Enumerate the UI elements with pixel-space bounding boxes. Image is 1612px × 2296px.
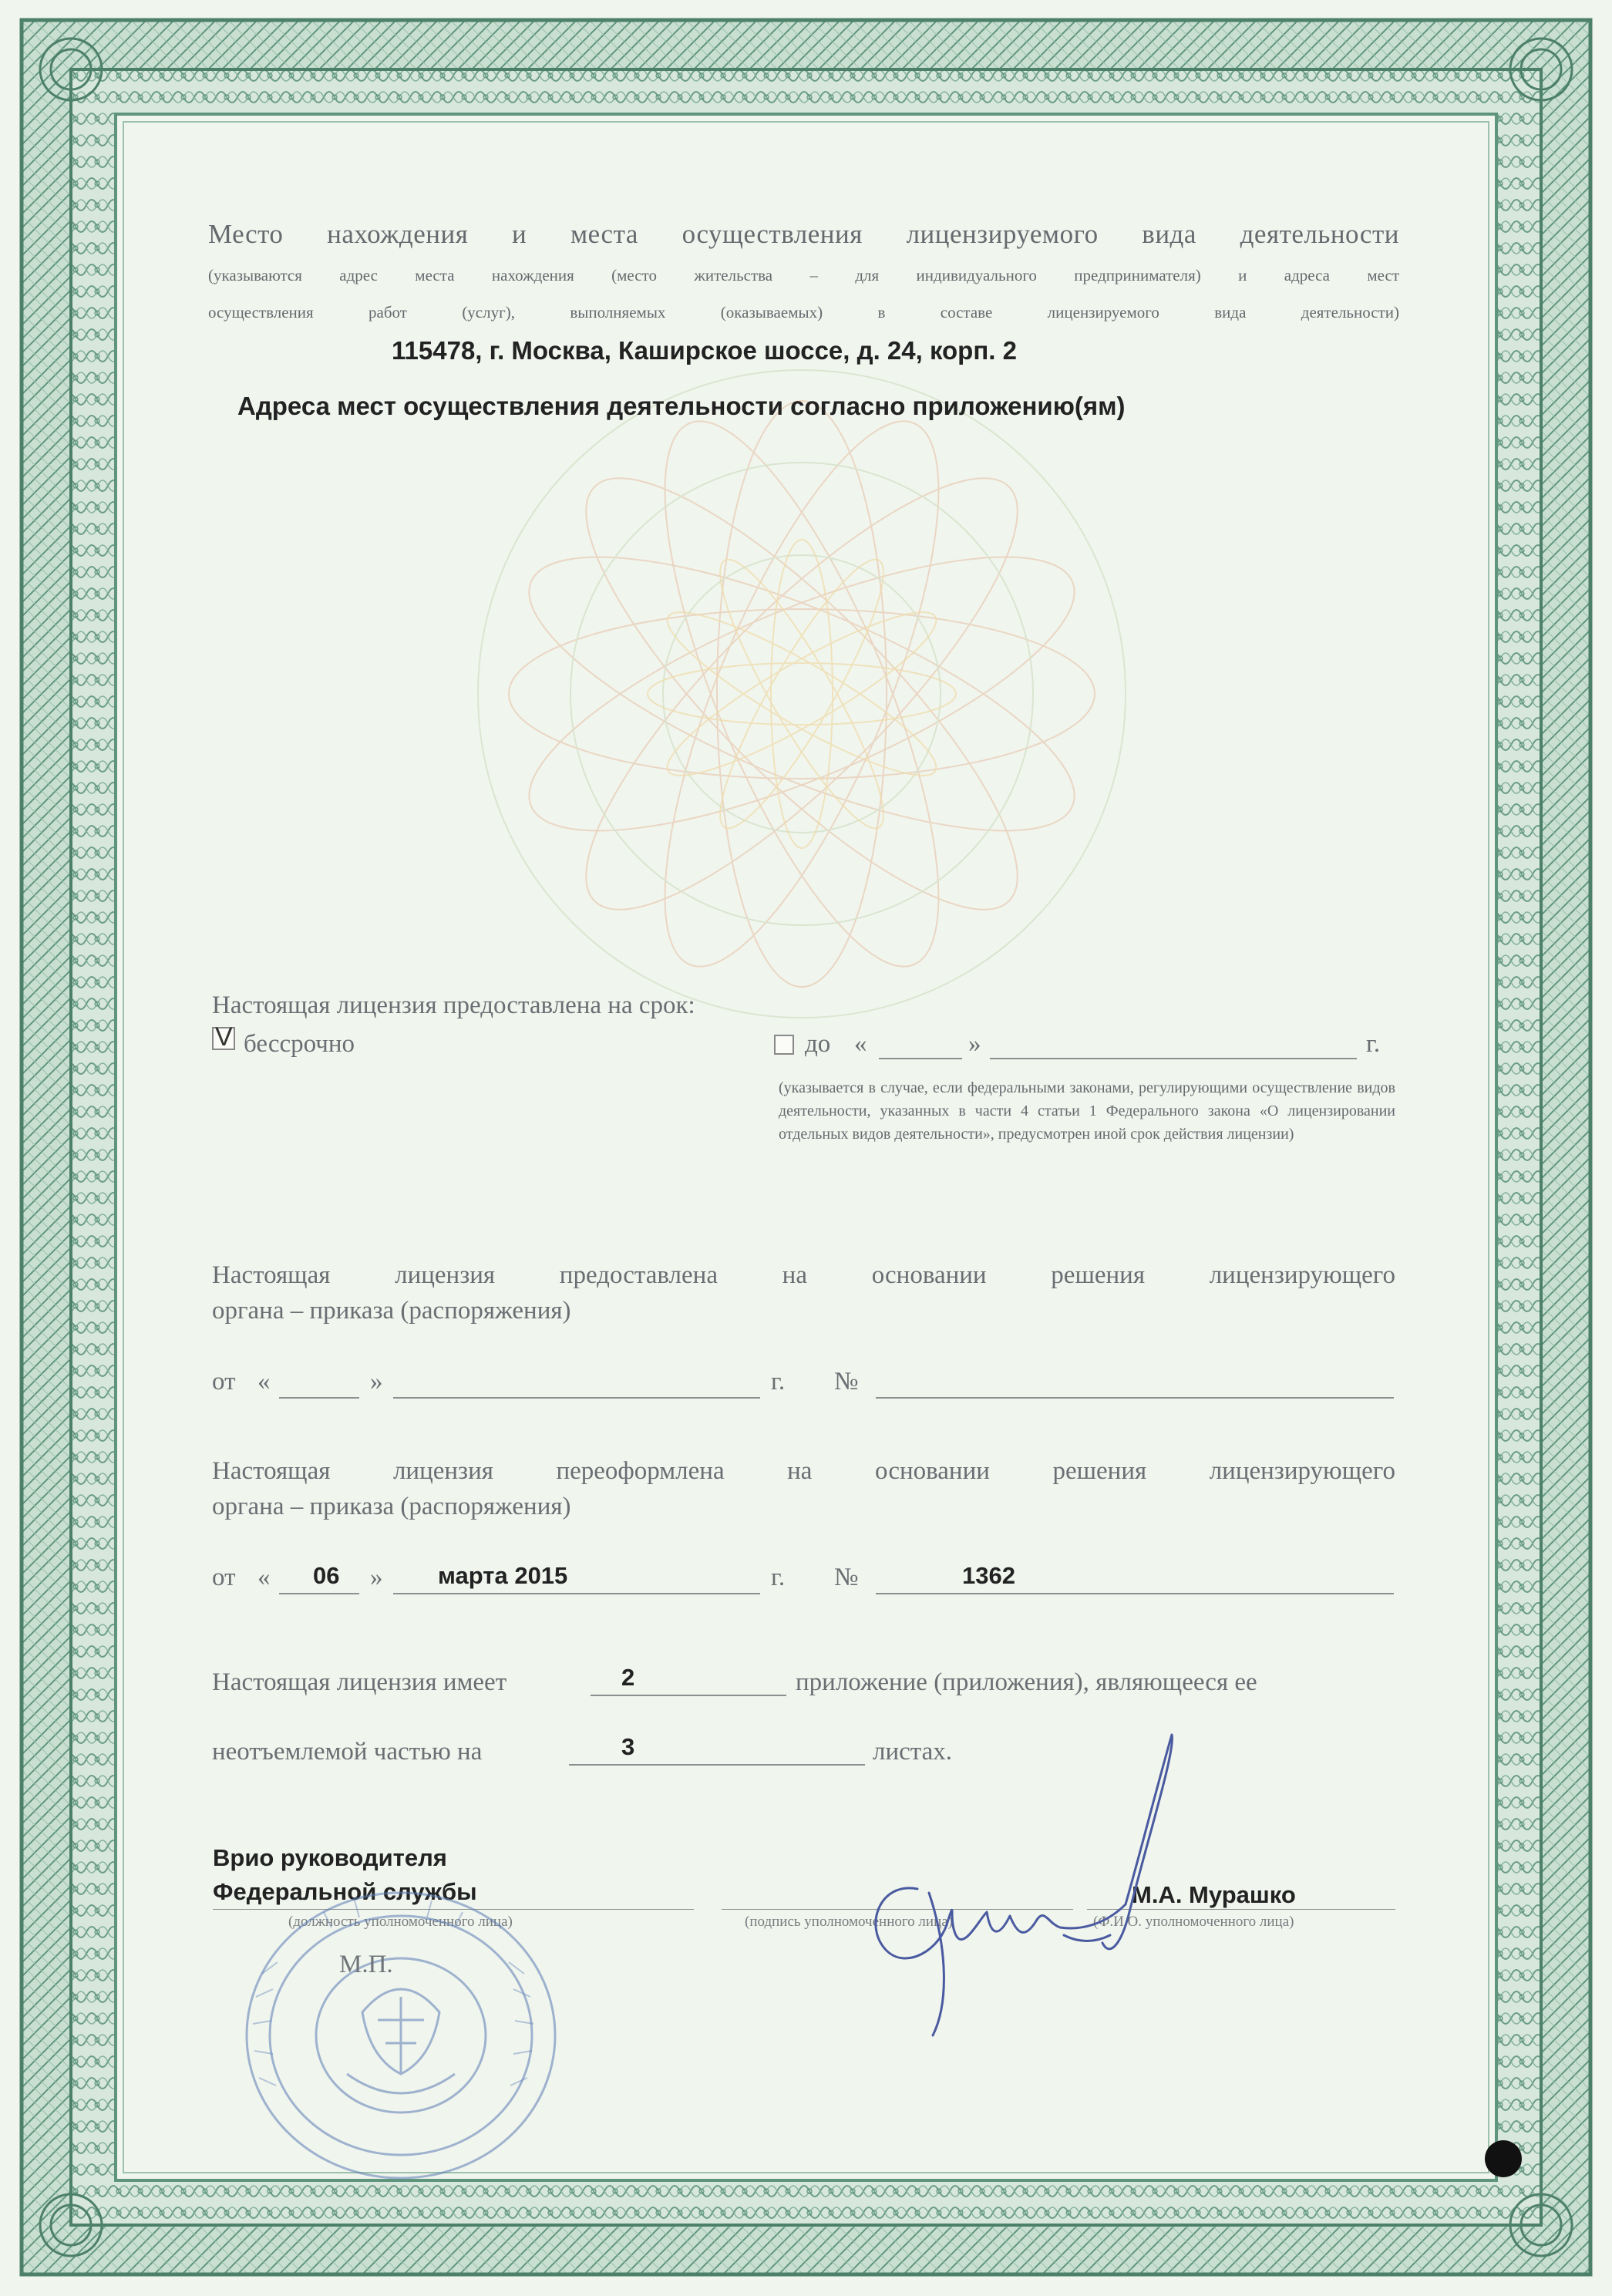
signer-position-line1: Врио руководителя bbox=[213, 1844, 447, 1871]
handwritten-signature bbox=[833, 1719, 1203, 2043]
reissued-text-line2: органа – приказа (распоряжения) bbox=[212, 1493, 571, 1520]
header-title: Место нахождения и места осуществления лицензируемого вида деятельности bbox=[208, 219, 1399, 249]
position-caption: (должность уполномоченного лица) bbox=[288, 1914, 513, 1930]
header-subtitle-line1: (указываются адрес места нахождения (место жительства – для индивидуального предпринимателя) и адреса мест bbox=[208, 266, 1399, 284]
reissued-from-label: от bbox=[212, 1564, 236, 1591]
attachments-text-d: листах. bbox=[873, 1738, 952, 1766]
attachments-count-line bbox=[591, 1695, 786, 1696]
granted-quote-close: » bbox=[370, 1368, 383, 1395]
license-address: 115478, г. Москва, Каширское шоссе, д. 24, корп. 2 bbox=[392, 336, 1017, 365]
attachments-text-c: неотъемлемой частью на bbox=[212, 1738, 483, 1766]
reissued-day-line bbox=[279, 1593, 359, 1594]
granted-from-label: от bbox=[212, 1368, 236, 1395]
granted-quote-open: « bbox=[257, 1368, 271, 1395]
granted-month-line bbox=[393, 1397, 760, 1399]
official-seal-stamp bbox=[231, 1881, 570, 2190]
addresses-note: Адреса мест осуществления деятельности согласно приложению(ям) bbox=[237, 392, 1126, 420]
name-caption: (Ф.И.О. уполномоченного лица) bbox=[1093, 1914, 1294, 1930]
granted-number-line bbox=[876, 1397, 1394, 1399]
granted-text-line2: органа – приказа (распоряжения) bbox=[212, 1297, 571, 1325]
term-label: Настоящая лицензия предоставлена на срок: bbox=[212, 991, 695, 1019]
until-year-suffix: г. bbox=[1366, 1030, 1381, 1058]
attachments-sheets: 3 bbox=[621, 1733, 635, 1760]
granted-day-line bbox=[279, 1397, 359, 1399]
until-label: до bbox=[805, 1030, 831, 1058]
reissued-year-suffix: г. bbox=[771, 1564, 786, 1591]
granted-text-line1: Настоящая лицензия предоставлена на основании решения лицензирующего bbox=[212, 1261, 1395, 1289]
attachments-sheets-line bbox=[569, 1764, 865, 1766]
signer-position-line2: Федеральной службы bbox=[213, 1878, 477, 1905]
header-subtitle-line2: осуществления работ (услуг), выполняемых (оказываемых) в составе лицензируемого вида деятельности) bbox=[208, 303, 1399, 322]
term-note: (указывается в случае, если федеральными законами, регулирующими осуществление видов деятельности, указанных в части 4 статьи 1 Федерального закона «О лицензировании отдельных видов деятельности», предусмотрен иной срок действия лицензии) bbox=[779, 1079, 1395, 1143]
attachments-text-a: Настоящая лицензия имеет bbox=[212, 1668, 507, 1696]
attachments-text-b: приложение (приложения), являющееся ее bbox=[796, 1668, 1257, 1696]
perpetual-checkbox[interactable] bbox=[212, 1022, 235, 1052]
reissued-number: 1362 bbox=[962, 1562, 1015, 1589]
stamp-place-label: М.П. bbox=[339, 1951, 393, 1978]
reissued-number-label: № bbox=[834, 1564, 859, 1591]
until-checkbox[interactable] bbox=[774, 1035, 794, 1055]
reissued-quote-open: « bbox=[257, 1564, 271, 1591]
reissued-quote-close: » bbox=[370, 1564, 383, 1591]
reissued-text-line1: Настоящая лицензия переоформлена на основании решения лицензирующего bbox=[212, 1457, 1395, 1485]
attachments-count: 2 bbox=[621, 1664, 635, 1691]
checkmark-icon: V bbox=[215, 1022, 233, 1052]
until-day-line bbox=[879, 1058, 962, 1059]
signature-caption: (подпись уполномоченного лица) bbox=[745, 1914, 954, 1930]
reissued-month-year: марта 2015 bbox=[438, 1562, 568, 1589]
signer-name: М.А. Мурашко bbox=[1132, 1881, 1296, 1908]
granted-year-suffix: г. bbox=[771, 1368, 786, 1395]
until-quote-close: » bbox=[968, 1030, 981, 1058]
perpetual-label: бессрочно bbox=[244, 1030, 355, 1058]
granted-number-label: № bbox=[834, 1368, 859, 1395]
until-quote-open: « bbox=[854, 1030, 867, 1058]
reissued-number-line bbox=[876, 1593, 1394, 1594]
until-month-line bbox=[990, 1058, 1357, 1059]
reissued-month-line bbox=[393, 1593, 760, 1594]
reissued-day: 06 bbox=[313, 1562, 340, 1589]
